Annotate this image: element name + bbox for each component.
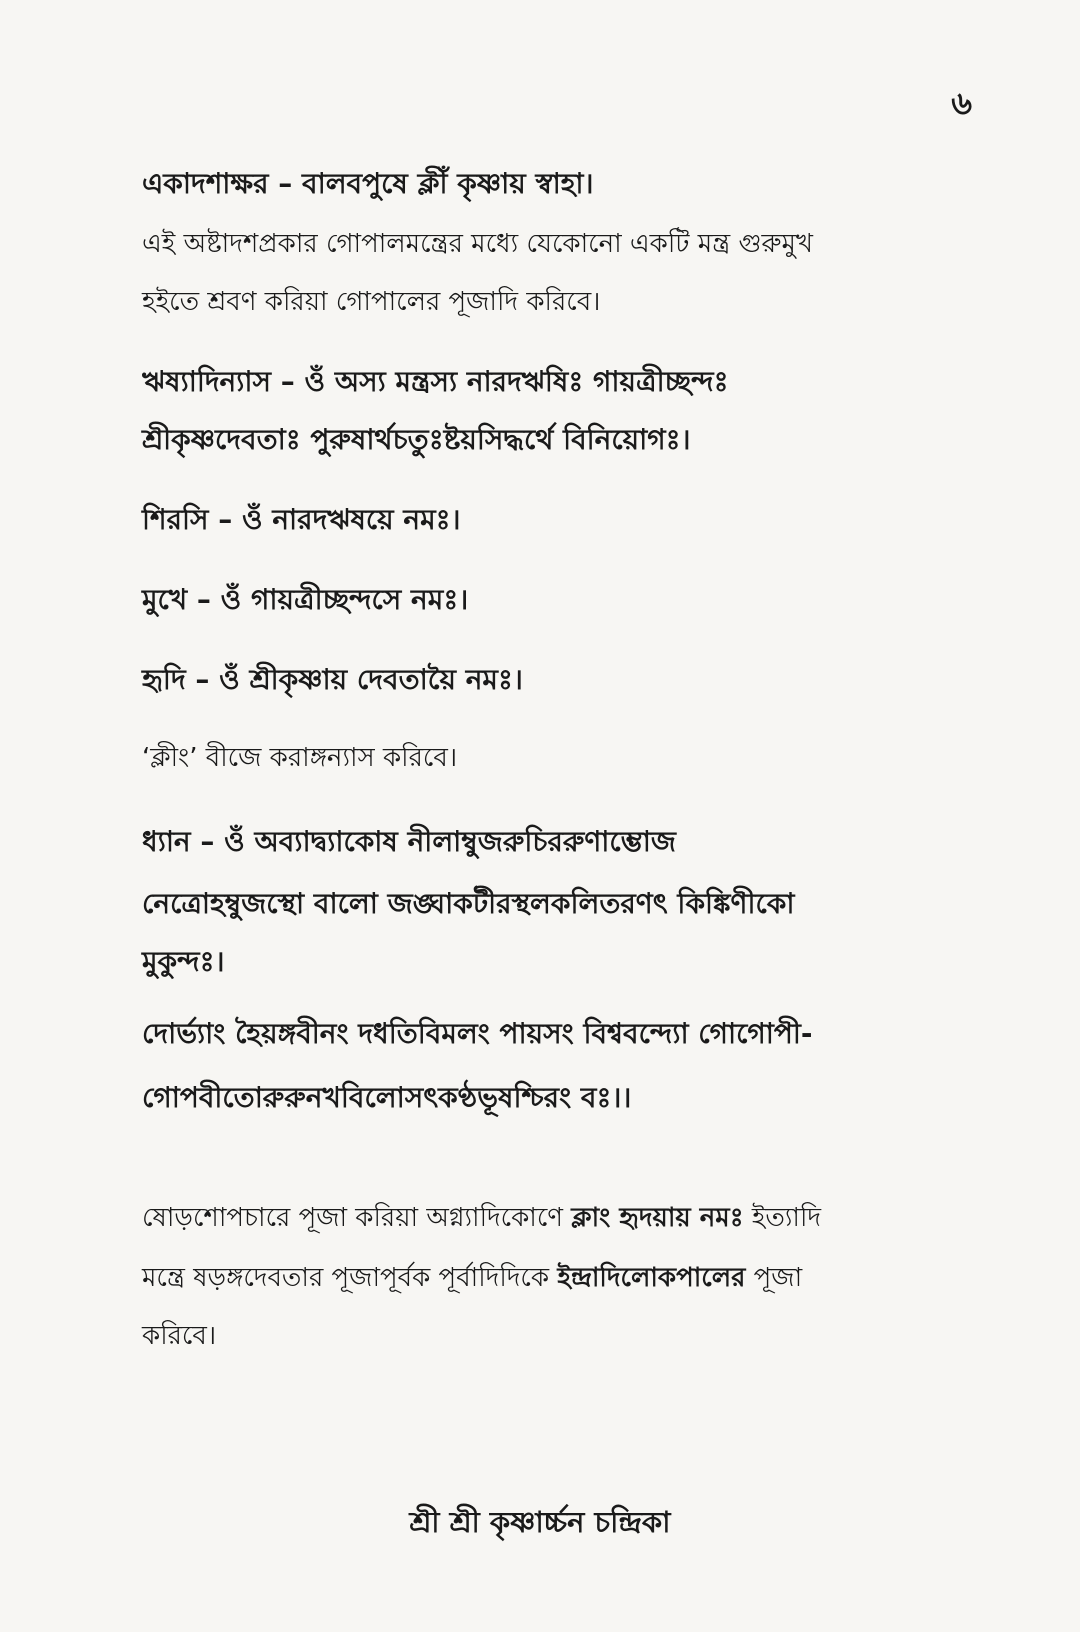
text-line-12: মুকুন্দঃ। [142, 945, 225, 978]
text-line-15 [142, 1200, 821, 1236]
text-line-6: শিরসি – ওঁ নারদঋষয়ে নমঃ। [142, 503, 461, 536]
text-line-1: একাদশাক্ষর – বালবপুষে ক্লীঁ কৃষ্ণায় স্বাহা। [142, 167, 594, 200]
text-line-2: এই অষ্টাদশপ্রকার গোপালমন্ত্রের মধ্যে যেকোনো একটি মন্ত্র গুরুমুখ [142, 229, 813, 259]
text-line-7: মুখে – ওঁ গায়ত্রীচ্ছন্দসে নমঃ। [142, 583, 469, 616]
text-line-16-a: মন্ত্রে ষড়ঙ্গদেবতার পূজাপূর্বক পূর্বাদিদিকে [142, 1263, 558, 1293]
text-line-4: ঋষ্যাদিন্যাস – ওঁ অস্য মন্ত্রস্য নারদঋষিঃ গায়ত্রীচ্ছন্দঃ [142, 365, 729, 398]
page-number: ৬ [951, 84, 972, 122]
text-line-15-c: ইত্যাদি [743, 1203, 822, 1233]
text-line-15-b: ক্লাং হৃদয়ায় নমঃ [571, 1203, 744, 1233]
text-line-3: হইতে শ্রবণ করিয়া গোপালের পূজাদি করিবে। [142, 287, 601, 317]
text-line-10: ধ্যান – ওঁ অব্যাদ্ব্যাকোষ নীলাম্বুজরুচিররুণাম্ভোজ [142, 825, 676, 858]
text-line-16-b: ইন্দ্রাদিলোকপালের [557, 1263, 746, 1293]
text-line-16-c: পূজা [745, 1263, 803, 1293]
text-line-16 [142, 1260, 802, 1296]
text-line-11: নেত্রোহম্বুজস্থো বালো জঙ্ঘাকটীরস্থলকলিতরণৎ কিঙ্কিণীকো [142, 887, 795, 920]
text-line-9: ‘ক্লীং’ বীজে করাঙ্গন্যাস করিবে। [142, 743, 458, 773]
text-line-13: দোর্ভ্যাং হৈয়ঙ্গবীনং দধতিবিমলং পায়সং বিশ্ববন্দ্যো গোগোপী- [142, 1017, 813, 1050]
text-line-5: শ্রীকৃষ্ণদেবতাঃ পুরুষার্থচতুঃষ্টয়সিদ্ধর্থে বিনিয়োগঃ। [142, 423, 691, 456]
text-line-8: হৃদি – ওঁ শ্রীকৃষ্ণায় দেবতায়ৈ নমঃ। [142, 663, 523, 696]
text-line-17: করিবে। [142, 1321, 217, 1351]
footer-book-title: শ্রী শ্রী কৃষ্ণার্চ্চন চন্দ্রিকা [409, 1505, 671, 1539]
text-line-14: গোপবীতোরুরুনখবিলোসৎকণ্ঠভূষশ্চিরং বঃ।। [142, 1081, 632, 1114]
text-line-15-a: ষোড়শোপচারে পূজা করিয়া অগ্ন্যাদিকোণে [142, 1203, 572, 1233]
